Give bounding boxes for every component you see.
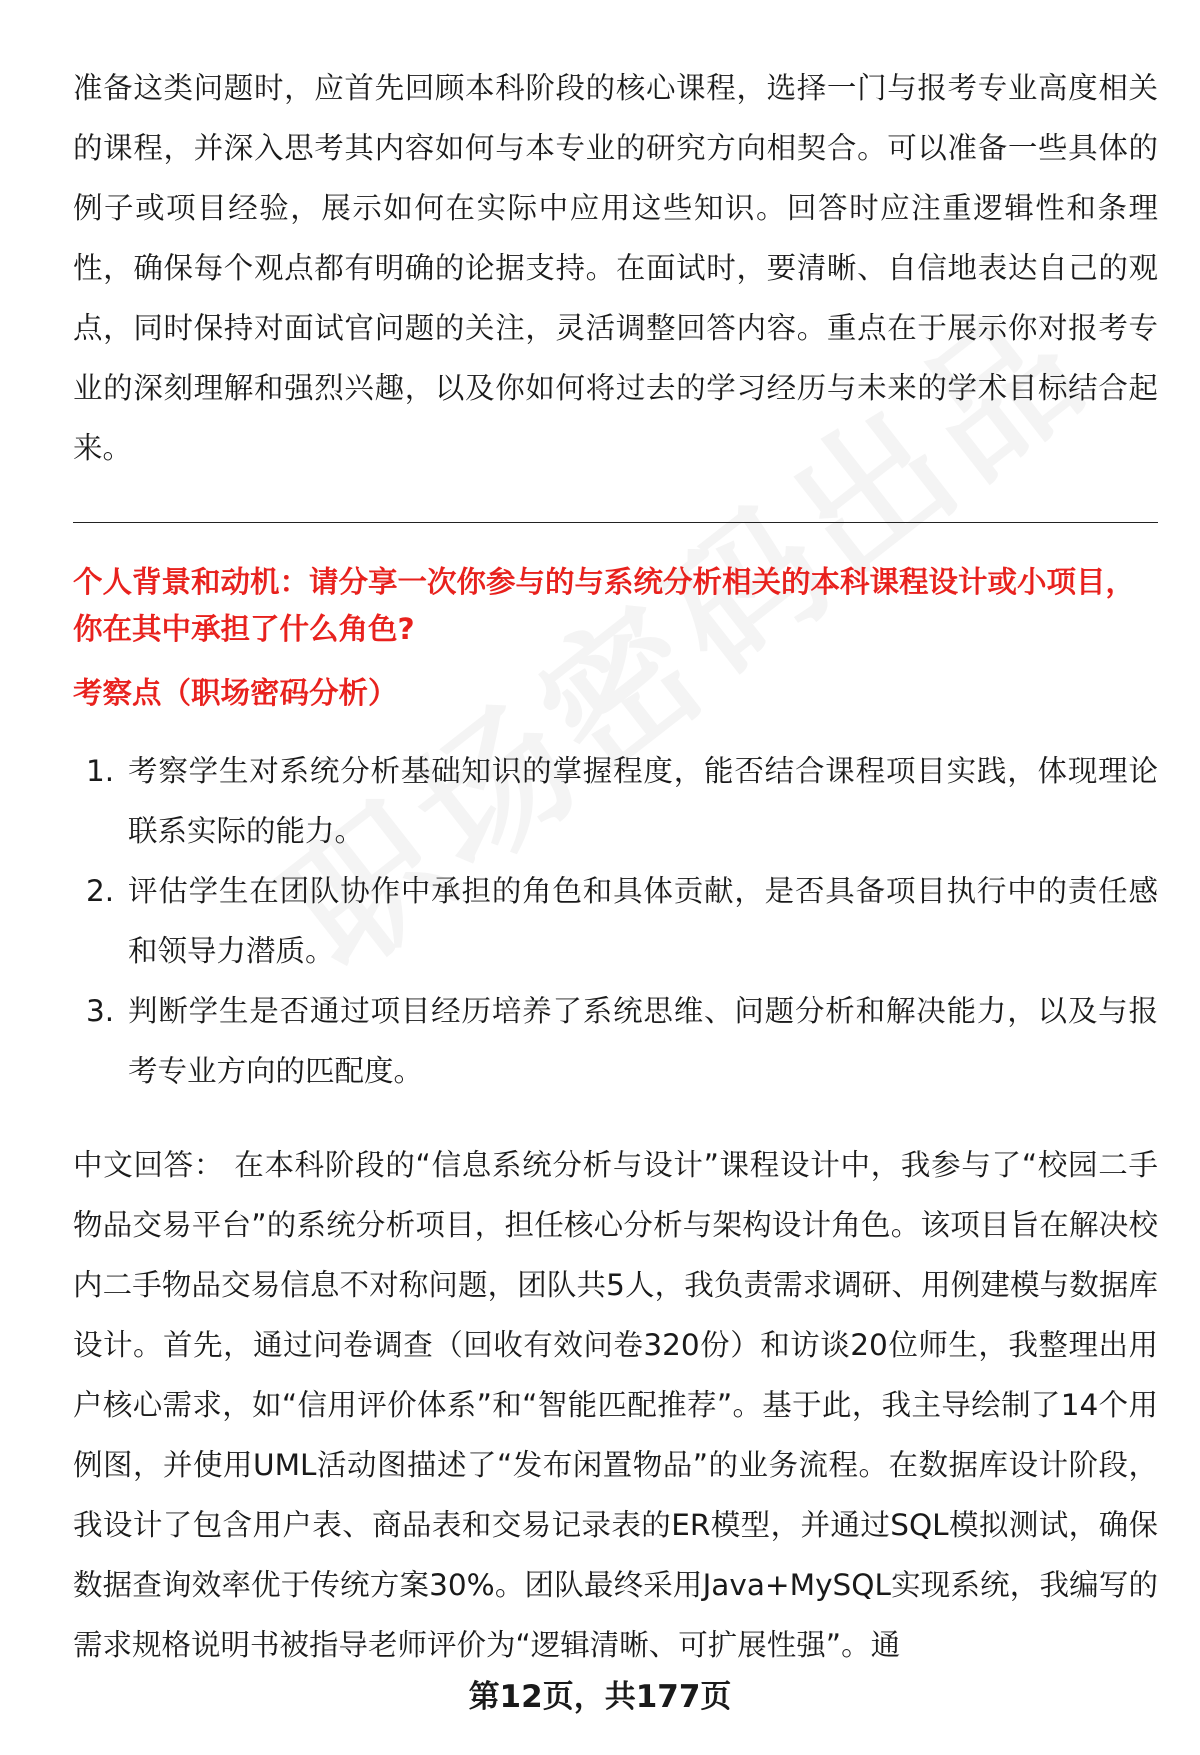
question-heading: 个人背景和动机：请分享一次你参与的与系统分析相关的本科课程设计或小项目，你在其中承担了什么角色? <box>73 565 1136 646</box>
list-number: 3. <box>86 994 115 1028</box>
list-item <box>73 981 1158 1101</box>
list-text: 评估学生在团队协作中承担的角色和具体贡献，是否具备项目执行中的责任感和领导力潜质。 <box>128 874 1158 968</box>
section-divider <box>73 522 1158 523</box>
page-number-footer: 第12页，共177页 <box>468 1679 732 1715</box>
list-text: 考察学生对系统分析基础知识的掌握程度，能否结合课程项目实践，体现理论联系实际的能力。 <box>128 754 1158 848</box>
page-content <box>73 58 1158 1675</box>
list-item <box>73 861 1158 981</box>
list-text: 判断学生是否通过项目经历培养了系统思维、问题分析和解决能力，以及与报考专业方向的匹配度。 <box>128 994 1158 1088</box>
evaluation-subheading: 考察点（职场密码分析） <box>73 676 398 710</box>
answer-paragraph: 中文回答： 在本科阶段的“信息系统分析与设计”课程设计中，我参与了“校园二手物品交易平台”的系统分析项目，担任核心分析与架构设计角色。该项目旨在解决校内二手物品交易信息不对称问题，团队共5人，我负责需求调研、用例建模与数据库设计。首先，通过问卷调查（回收有效问卷320份）和访谈20位师生，我整理出用户核心需求，如“信用评价体系”和“智能匹配推荐”。基于此，我主导绘制了14个用例图，并使用UML活动图描述了“发布闲置物品”的业务流程。在数据库设计阶段，我设计了包含用户表、商品表和交易记录表的ER模型，并通过SQL模拟测试，确保数据查询效率优于传统方案30%。团队最终采用Java+MySQL实现系统，我编写的需求规格说明书被指导老师评价为“逻辑清晰、可扩展性强”。通 <box>73 1148 1158 1662</box>
evaluation-points-list <box>73 741 1158 1101</box>
list-number: 2. <box>86 874 115 908</box>
list-item <box>73 741 1158 861</box>
list-number: 1. <box>86 754 115 788</box>
intro-paragraph: 准备这类问题时，应首先回顾本科阶段的核心课程，选择一门与报考专业高度相关的课程，并深入思考其内容如何与本专业的研究方向相契合。可以准备一些具体的例子或项目经验，展示如何在实际中应用这些知识。回答时应注重逻辑性和条理性，确保每个观点都有明确的论据支持。在面试时，要清晰、自信地表达自己的观点，同时保持对面试官问题的关注，灵活调整回答内容。重点在于展示你对报考专业的深刻理解和强烈兴趣，以及你如何将过去的学习经历与未来的学术目标结合起来。 <box>73 71 1158 465</box>
